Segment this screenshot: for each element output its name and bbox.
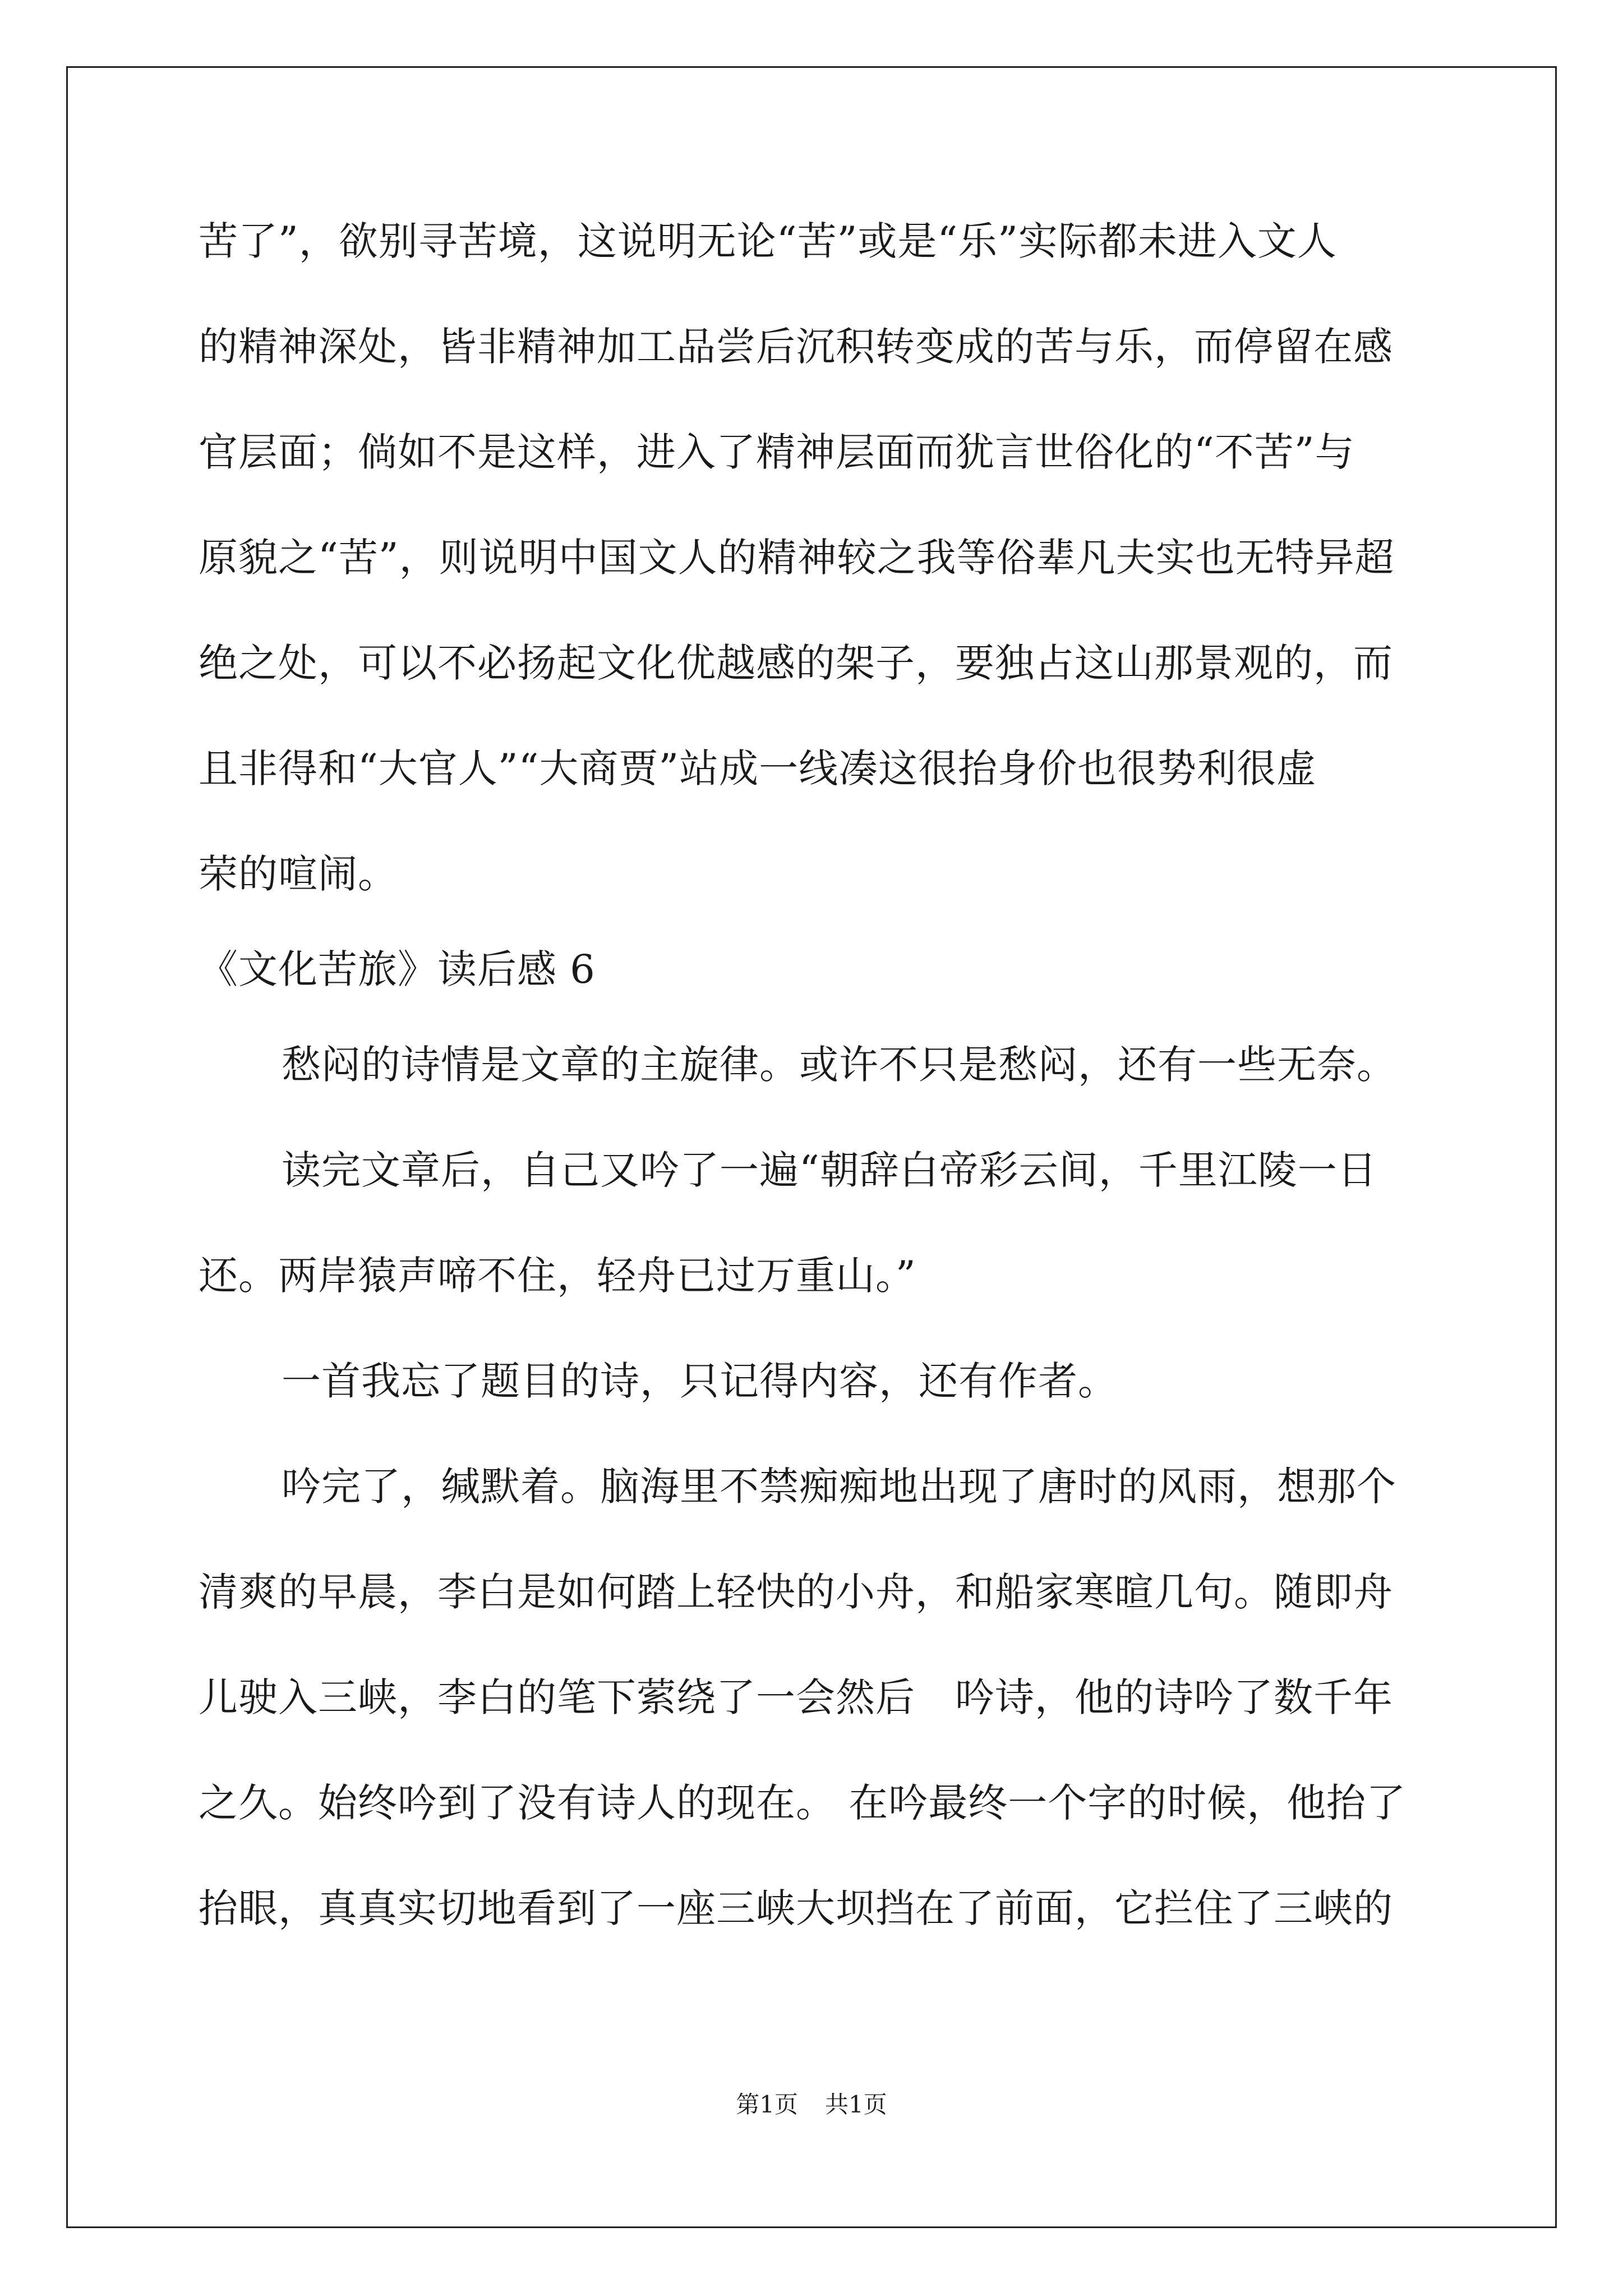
paragraph-line: 吟完了，缄默着。脑海里不禁痴痴地出现了唐时的风雨，想那个 — [282, 1464, 1396, 1510]
paragraph-line: 愁闷的诗情是文章的主旋律。或许不只是愁闷，还有一些无奈。 — [282, 1042, 1396, 1088]
paragraph-line: 之久。始终吟到了没有诗人的现在。 在吟最终一个字的时候，他抬了 — [199, 1780, 1407, 1826]
paragraph-line: 绝之处，可以不必扬起文化优越感的架子，要独占这山那景观的，而 — [199, 640, 1393, 686]
page-number: 第1页 — [736, 2091, 798, 2118]
paragraph-line: 清爽的早晨，李白是如何踏上轻快的小舟，和船家寒暄几句。随即舟 — [199, 1569, 1393, 1615]
page-footer — [0, 2088, 1623, 2122]
paragraph-line: 还。两岸猿声啼不住，轻舟已过万重山。” — [199, 1253, 916, 1299]
paragraph-line: 的精神深处，皆非精神加工品尝后沉积转变成的苦与乐，而停留在感 — [199, 324, 1393, 370]
paragraph-line: 官层面；倘如不是这样，进入了精神层面而犹言世俗化的“不苦”与 — [199, 429, 1355, 475]
section-title: 《文化苦旅》读后感 6 — [199, 946, 596, 992]
paragraph-line: 荣的喧闹。 — [199, 851, 398, 897]
paragraph-line: 一首我忘了题目的诗，只记得内容，还有作者。 — [282, 1358, 1118, 1404]
paragraph-line: 且非得和“大官人”“大商贾”站成一线凑这很抬身价也很势利很虚 — [199, 746, 1317, 792]
paragraph-line: 苦了”，欲别寻苦境，这说明无论“苦”或是“乐”实际都未进入文人 — [199, 218, 1337, 264]
paragraph-line: 读完文章后，自己又吟了一遍“朝辞白帝彩云间，千里江陵一日 — [282, 1147, 1377, 1193]
paragraph-line: 原貌之“苦”，则说明中国文人的精神较之我等俗辈凡夫实也无特异超 — [199, 535, 1395, 581]
page-total: 共1页 — [825, 2091, 887, 2118]
paragraph-line: 儿驶入三峡，李白的笔下萦绕了一会然后 吟诗，他的诗吟了数千年 — [199, 1674, 1393, 1720]
paragraph-line: 抬眼，真真实切地看到了一座三峡大坝挡在了前面，它拦住了三峡的 — [199, 1885, 1393, 1931]
